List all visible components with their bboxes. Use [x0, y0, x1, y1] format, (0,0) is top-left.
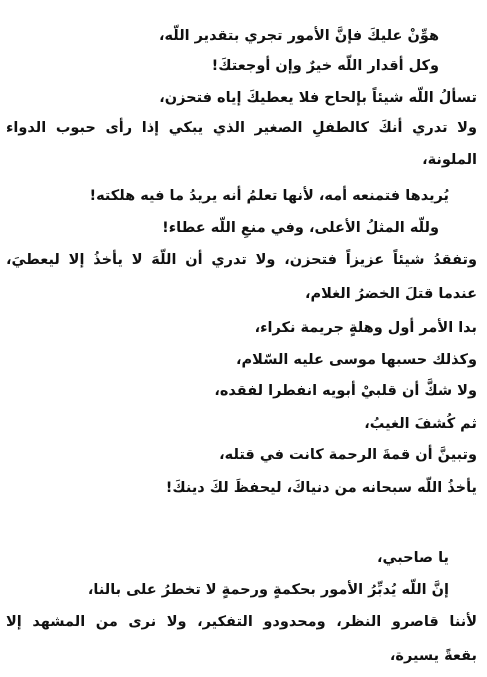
- text-line: يأخذُ اللّه سبحانه من دنياكَ، ليحفظَ لكَ دينكَ!: [165, 480, 477, 496]
- text-line: إنَّ اللّه يُدبِّرُ الأمور بحكمةٍ ورحمةٍ لا تخطرُ على بالنا،: [87, 582, 449, 598]
- text-line: ولا شكَّ أن قلبيْ أبويه انفطرا لفقده،: [214, 383, 477, 399]
- text-line: وللّه المثلُ الأعلى، وفي منعِ اللّه عطاء!: [162, 220, 439, 236]
- text-line: تسألُ اللّه شيئاً بإلحاح فلا يعطيكَ إياه فتحزن،: [159, 90, 477, 106]
- text-line: وكل أقدار اللّه خيرٌ وإن أوجعتكَ!: [211, 58, 439, 74]
- text-line: عندما قتلَ الخضرُ الغلام،: [304, 286, 477, 302]
- text-line: وتبينَّ أن قمةَ الرحمة كانت في قتله،: [219, 447, 477, 463]
- text-line: بقعةً يسيرة،: [389, 648, 477, 664]
- text-line: وتفقدُ شيئاً عزيزاً فتحزن، ولا تدري أن اللّهَ لا يأخذُ إلا ليعطيَ،: [6, 252, 477, 268]
- text-line: ثم كُشفَ الغيبُ،: [364, 416, 477, 432]
- text-line: ولا تدري أنكَ كالطفلِ الصغير الذي يبكي إذا رأى حبوب الدواء: [6, 120, 477, 136]
- text-line: الملونة،: [422, 152, 477, 168]
- text-line: يُريدها فتمنعه أمه، لأنها تعلمُ أنه يريدُ ما فيه هلكته!: [89, 188, 449, 204]
- text-line: هوِّنْ عليكَ فإنَّ الأمور تجري بتقدير اللّه،: [158, 28, 439, 44]
- text-document: [6, 0, 477, 677]
- text-line: وكذلك حسبها موسى عليه السّلام،: [236, 352, 477, 368]
- text-line: بدا الأمر أول وهلةٍ جريمة نكراء،: [254, 320, 477, 336]
- text-line: يا صاحبي،: [377, 550, 449, 566]
- text-line: لأننا قاصرو النظر، ومحدودو التفكير، ولا نرى من المشهد إلا: [6, 614, 477, 630]
